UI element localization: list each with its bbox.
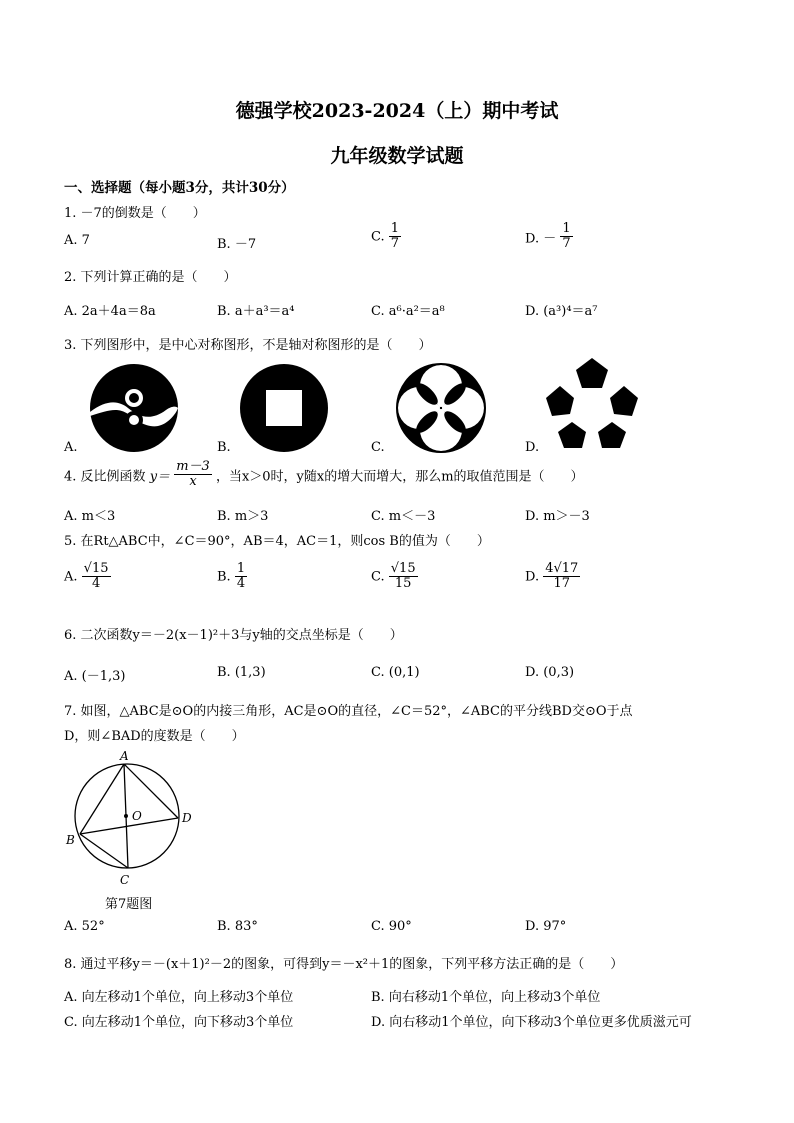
q3-figure-d bbox=[544, 356, 640, 450]
label-d: D bbox=[182, 811, 192, 825]
q6-option-b: B. (1,3) bbox=[217, 665, 266, 680]
q4-option-d: D. m＞－3 bbox=[525, 509, 590, 524]
q2-option-b: B. a＋a³＝a⁴ bbox=[217, 304, 295, 319]
q5-option-d: D. $\frac{4√17}{17}$ bbox=[525, 561, 579, 592]
q3-figure-a bbox=[88, 362, 180, 454]
question-5-stem: 5. 在Rt△ABC中，∠C＝90°，AB＝4，AC＝1，则cos B的值为（ ） bbox=[64, 534, 490, 549]
q4-option-b: B. m＞3 bbox=[217, 509, 269, 524]
q8-option-b: B. 向右移动1个单位，向上移动3个单位 bbox=[371, 990, 601, 1005]
q1-option-a: A. 7 bbox=[64, 233, 90, 248]
q5-option-c: C. $\frac{√15}{15}$ bbox=[371, 561, 416, 592]
q4-option-c: C. m＜－3 bbox=[371, 509, 436, 524]
q3-option-a: A. bbox=[64, 440, 78, 455]
q7-figure-caption: 第7题图 bbox=[105, 897, 153, 912]
q2-option-c: C. a⁶·a²＝a⁸ bbox=[371, 304, 445, 319]
question-8-stem: 8. 通过平移y＝－(x＋1)²－2的图象，可得到y＝－x²＋1的图象，下列平移方法正确的是（ ） bbox=[64, 957, 624, 972]
q2-option-a: A. 2a＋4a＝8a bbox=[64, 304, 156, 319]
q6-option-c: C. (0,1) bbox=[371, 665, 420, 680]
question-2-stem: 2. 下列计算正确的是（ ） bbox=[64, 270, 237, 285]
page-title: 德强学校2023-2024（上）期中考试 bbox=[235, 100, 559, 122]
label-a: A bbox=[120, 749, 129, 763]
q6-option-d: D. (0,3) bbox=[525, 665, 575, 680]
q5-option-b: B. $\frac{1}{4}$ bbox=[217, 561, 246, 592]
question-1-stem: 1. －7的倒数是（ ） bbox=[64, 206, 206, 221]
q8-option-a: A. 向左移动1个单位，向上移动3个单位 bbox=[64, 990, 294, 1005]
q8-option-c: C. 向左移动1个单位，向下移动3个单位 bbox=[64, 1015, 294, 1030]
section-heading: 一、选择题（每小题3分，共计30分） bbox=[64, 180, 295, 196]
question-3-stem: 3. 下列图形中，是中心对称图形，不是轴对称图形的是（ ） bbox=[64, 338, 432, 353]
q1-option-d: D. － $\frac{1}{7}$ bbox=[525, 221, 571, 252]
q7-option-c: C. 90° bbox=[371, 919, 412, 934]
q3-figure-c bbox=[395, 362, 487, 454]
label-b: B bbox=[66, 833, 75, 847]
q3-option-c: C. bbox=[371, 440, 385, 455]
page-subtitle: 九年级数学试题 bbox=[330, 145, 464, 167]
q7-option-b: B. 83° bbox=[217, 919, 258, 934]
question-7-stem-line2: D，则∠BAD的度数是（ ） bbox=[64, 729, 245, 744]
q3-option-d: D. bbox=[525, 440, 540, 455]
q3-figure-b bbox=[238, 362, 330, 454]
q1-option-b: B. －7 bbox=[217, 237, 257, 252]
q3-option-b: B. bbox=[217, 440, 231, 455]
q7-circle-figure bbox=[62, 746, 202, 886]
q1-option-c: C. $\frac{1}{7}$ bbox=[371, 221, 400, 252]
q4-option-a: A. m＜3 bbox=[64, 509, 116, 524]
q8-option-d: D. 向右移动1个单位，向下移动3个单位更多优质滋元可 bbox=[371, 1015, 692, 1030]
q6-option-a: A. (－1,3) bbox=[64, 669, 126, 684]
q7-option-a: A. 52° bbox=[64, 919, 105, 934]
question-4-stem: 4. 反比例函数 y＝ $\frac{m-3}{x}$ ，当x＞0时，y随x的增大而增大，那么m的取值范围是（ ） bbox=[64, 459, 584, 490]
question-6-stem: 6. 二次函数y＝－2(x－1)²＋3与y轴的交点坐标是（ ） bbox=[64, 628, 403, 643]
q7-option-d: D. 97° bbox=[525, 919, 567, 934]
label-o: O bbox=[132, 809, 142, 823]
question-7-stem-line1: 7. 如图，△ABC是⊙O的内接三角形，AC是⊙O的直径，∠C＝52°，∠ABC的平分线BD交⊙O于点 bbox=[64, 704, 633, 719]
label-c: C bbox=[120, 873, 130, 886]
q2-option-d: D. (a³)⁴＝a⁷ bbox=[525, 304, 598, 319]
q5-option-a: A. $\frac{√15}{4}$ bbox=[64, 561, 109, 592]
